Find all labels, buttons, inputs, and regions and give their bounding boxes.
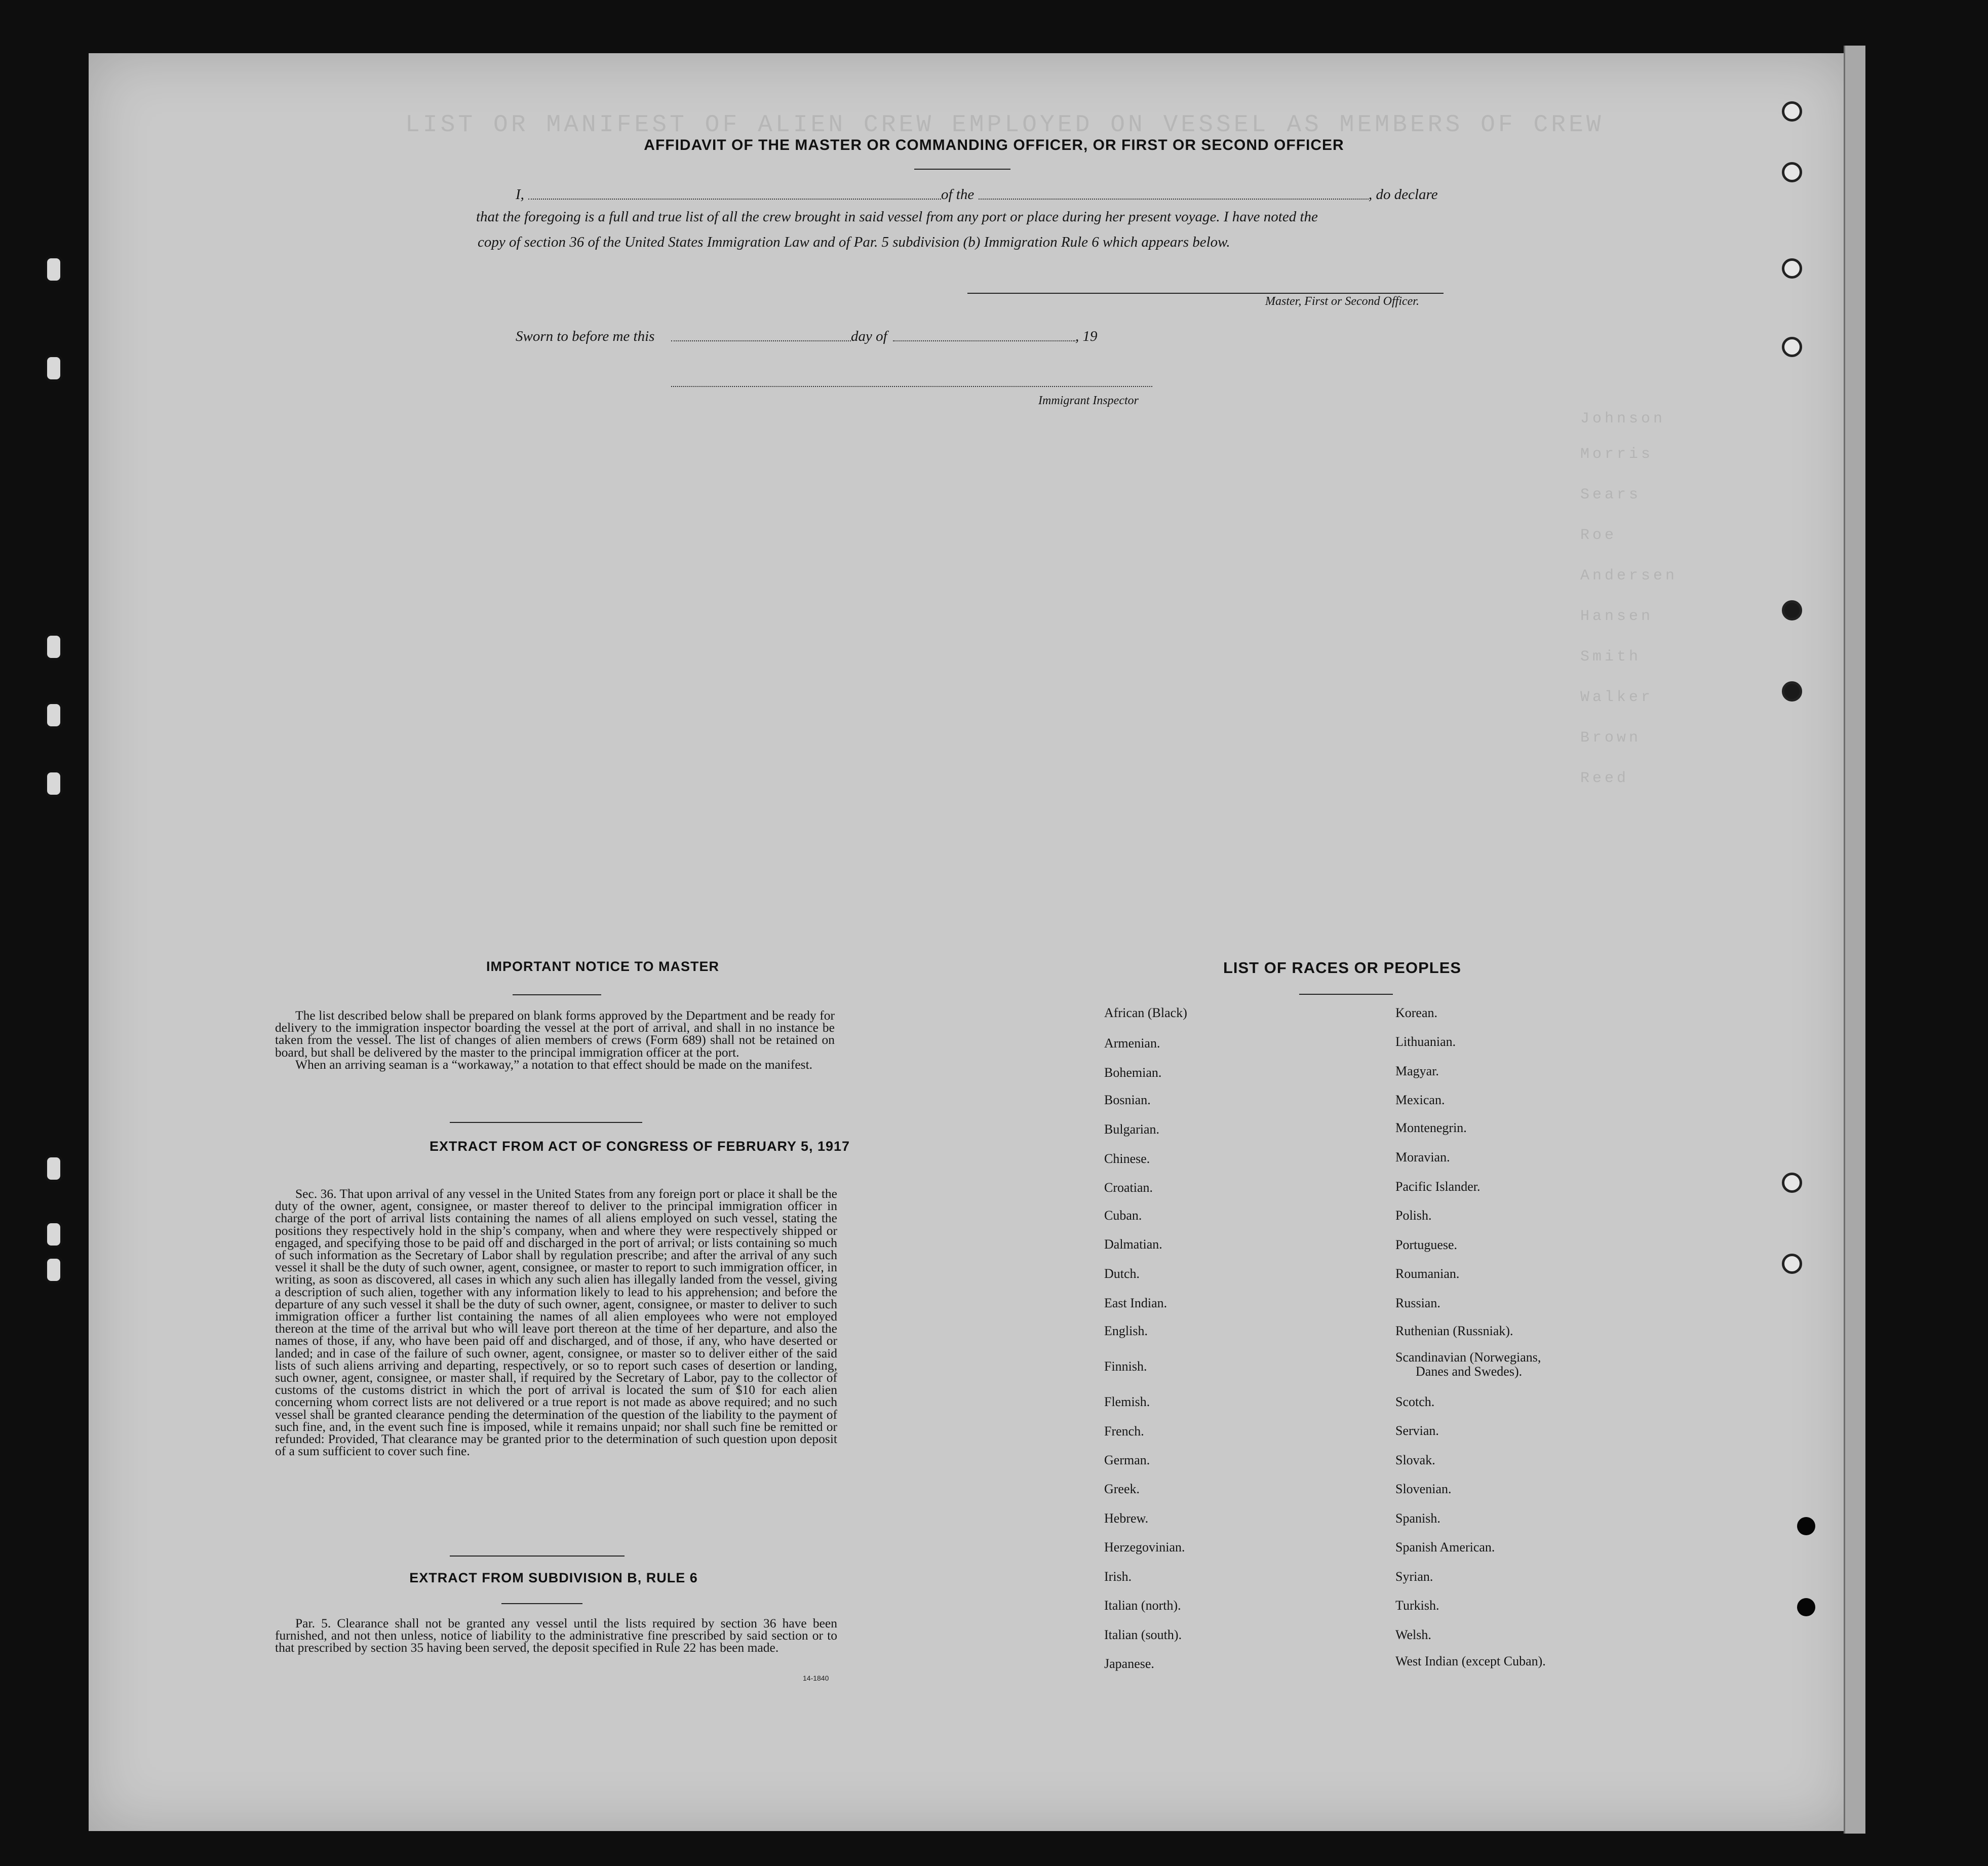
punch-dot — [1797, 1598, 1815, 1616]
race-item: Pacific Islander. — [1395, 1179, 1480, 1194]
race-item: Herzegovinian. — [1104, 1540, 1185, 1554]
year-label: , 19 — [1075, 328, 1098, 344]
race-item: English. — [1104, 1324, 1148, 1338]
race-item: Italian (south). — [1104, 1627, 1182, 1642]
page-edge — [1844, 46, 1865, 1834]
race-item: Slovak. — [1395, 1453, 1435, 1467]
punch-hole — [45, 355, 63, 382]
punch-dot — [1797, 1517, 1815, 1535]
race-item: Turkish. — [1395, 1598, 1439, 1613]
divider — [1299, 994, 1393, 995]
race-item-continuation: Danes and Swedes). — [1416, 1364, 1523, 1379]
race-item: Croatian. — [1104, 1180, 1153, 1195]
punch-hole — [45, 633, 63, 660]
race-item: Armenian. — [1104, 1036, 1160, 1051]
notice-para2: When an arriving seaman is a “workaway,” a notation to that effect should be made on the manifest. — [295, 1057, 813, 1072]
race-item: Finnish. — [1104, 1359, 1147, 1374]
race-item: Scotch. — [1395, 1394, 1435, 1409]
race-item: Magyar. — [1395, 1064, 1439, 1078]
form-number: 14-1840 — [803, 1674, 829, 1682]
race-item: Mexican. — [1395, 1093, 1445, 1107]
race-item: Irish. — [1104, 1569, 1132, 1584]
race-item: Moravian. — [1395, 1150, 1450, 1164]
act-text — [275, 1188, 837, 1457]
act-title: EXTRACT FROM ACT OF CONGRESS OF FEBRUARY 5, 1917 — [429, 1139, 850, 1154]
races-title: LIST OF RACES OR PEOPLES — [1223, 959, 1462, 977]
document-page — [89, 53, 1851, 1831]
punch-hole — [45, 256, 63, 283]
binder-ring-icon — [1782, 1254, 1802, 1274]
race-item: Welsh. — [1395, 1627, 1431, 1642]
inspector-signature-line[interactable] — [671, 386, 1152, 387]
race-item: Lithuanian. — [1395, 1034, 1456, 1049]
divider — [513, 994, 601, 995]
race-item: Slovenian. — [1395, 1482, 1452, 1496]
affidavit-line3: copy of section 36 of the United States Immigration Law and of Par. 5 subdivision (b) Immigration Rule 6 which appears below. — [478, 234, 1230, 250]
notice-title: IMPORTANT NOTICE TO MASTER — [486, 959, 719, 974]
race-item: Chinese. — [1104, 1151, 1150, 1166]
race-item: East Indian. — [1104, 1296, 1167, 1310]
race-item: West Indian (except Cuban). — [1395, 1654, 1546, 1668]
race-item: Roumanian. — [1395, 1266, 1460, 1281]
race-item: Hebrew. — [1104, 1511, 1149, 1526]
act-section-36: Sec. 36. That upon arrival of any vessel in the United States from any foreign port or place it shall be the duty of the owner, agent, consignee, or master thereof to deliver to the principal immigration officer in charge of the port of arrival lists containing the names of all aliens employed on such vessel, stating the positions they respectively hold in the ship’s company, when and where they were respectively shipped or engaged, and specifying those to be paid off and discharged in the port of arrival; or lists containing so much of such information as the Secretary of Labor shall by regulation prescribe; and after the arrival of any such vessel it shall be the duty of such owner, agent, consignee, or master to report to such immigration officer, in writing, as soon as discovered, all cases in which any such alien has illegally landed from the vessel, giving a description of such alien, together with any information likely to lead to his apprehension; and before the departure of any such vessel it shall be the duty of such owner, agent, consignee, or master to deliver to such immigration officer a further list containing the names of all alien employees who were not employed thereon at the time of the arrival but who will leave port thereon at the time of her departure, and also the names of those, if any, who have been paid off and discharged, and of those, if any, who have deserted or landed; and in case of the failure of such owner, agent, consignee, or master so to deliver either of the said lists of such aliens arriving and departing, respectively, or so to report such cases of desertion or landing, such owner, agent, consignee, or master shall, if required by the Secretary of Labor, pay to the collector of customs of the customs district in which the port of arrival is located the sum of $10 for each alien concerning whom correct lists are not delivered or a true report is not made as above required; and no such vessel shall be granted clearance pending the determination of the question of the liability to the payment of such fine, and, in the event such fine is imposed, while it remains unpaid; nor shall such fine be remitted or refunded: Provided, That clearance may be granted prior to the determination of such question upon deposit of a sum sufficient to cover such fine. — [275, 1186, 837, 1459]
race-item: Italian (north). — [1104, 1598, 1181, 1613]
rule-text — [275, 1617, 837, 1654]
binder-ring-icon — [1782, 600, 1802, 620]
notice-text — [275, 1009, 835, 1071]
race-item: Scandinavian (Norwegians, — [1395, 1350, 1541, 1365]
race-item: Cuban. — [1104, 1208, 1142, 1223]
affidavit-i-label: I, — [516, 186, 524, 203]
affidavit-of-label: of the — [941, 186, 974, 203]
master-signature-line[interactable] — [967, 293, 1444, 294]
notice-para1: The list described below shall be prepared on blank forms approved by the Department and be ready for delivery to the immigration inspector boarding the vessel at the port of arrival, and shall in no instance be taken from the vessel. The list of changes of alien members of crews (Form 689) shall not be retained on board, but shall be delivered by the master to the principal immigration officer at the port. — [275, 1008, 835, 1060]
sworn-label: Sworn to before me this — [516, 328, 655, 344]
rule-title-wrap — [275, 1570, 832, 1586]
race-item: Portuguese. — [1395, 1237, 1458, 1252]
punch-hole — [45, 702, 63, 729]
name-field-line[interactable] — [528, 199, 941, 200]
race-item: Servian. — [1395, 1423, 1439, 1438]
race-item: Dutch. — [1104, 1266, 1140, 1281]
punch-hole — [45, 1155, 63, 1182]
race-item: Greek. — [1104, 1482, 1140, 1496]
race-item: Korean. — [1395, 1005, 1438, 1020]
race-item: Polish. — [1395, 1208, 1432, 1223]
race-item: Syrian. — [1395, 1569, 1433, 1584]
race-item: Bohemian. — [1104, 1065, 1162, 1080]
binder-ring-icon — [1782, 681, 1802, 702]
race-item: Dalmatian. — [1104, 1237, 1162, 1252]
race-item: Japanese. — [1104, 1656, 1154, 1671]
race-item: Russian. — [1395, 1296, 1440, 1310]
day-of-label: day of — [851, 328, 887, 344]
divider — [914, 169, 1010, 170]
affidavit-line2: that the foregoing is a full and true list of all the crew brought in said vessel from any port or place during her present voyage. I have noted the — [476, 209, 1318, 225]
binder-ring-icon — [1782, 101, 1802, 122]
notice-title-wrap — [355, 959, 851, 975]
vessel-field-line[interactable] — [979, 199, 1369, 200]
divider — [501, 1603, 582, 1604]
sworn-day-field[interactable] — [671, 340, 851, 341]
master-label: Master, First or Second Officer. — [1265, 295, 1419, 308]
affidavit-title-wrap — [0, 137, 1988, 154]
rule-title: EXTRACT FROM SUBDIVISION B, RULE 6 — [409, 1570, 698, 1585]
race-item: Spanish American. — [1395, 1540, 1495, 1554]
races-title-wrap — [1165, 959, 1519, 977]
binder-ring-icon — [1782, 337, 1802, 357]
inspector-label: Immigrant Inspector — [1038, 394, 1139, 407]
race-item: Bosnian. — [1104, 1093, 1151, 1107]
sworn-month-field[interactable] — [893, 340, 1075, 341]
race-item: German. — [1104, 1453, 1150, 1467]
race-item: Spanish. — [1395, 1511, 1440, 1526]
race-item: African (Black) — [1104, 1005, 1187, 1020]
binder-ring-icon — [1782, 1173, 1802, 1193]
race-item: French. — [1104, 1424, 1144, 1439]
affidavit-declare-label: , do declare — [1369, 186, 1438, 203]
act-title-wrap — [275, 1139, 1004, 1154]
race-item: Montenegrin. — [1395, 1120, 1467, 1135]
rule-par-5: Par. 5. Clearance shall not be granted any vessel until the lists required by section 36 have been furnished, and not then unless, notice of liability to the administrative fine prescribed by said section or to that prescribed by section 35 having been served, the deposit specified in Rule 22 has been made. — [275, 1616, 837, 1655]
punch-hole — [45, 1256, 63, 1284]
punch-hole — [45, 770, 63, 797]
affidavit-title: AFFIDAVIT OF THE MASTER OR COMMANDING OFFICER, OR FIRST OR SECOND OFFICER — [644, 137, 1344, 153]
race-item: Flemish. — [1104, 1394, 1150, 1409]
divider — [450, 1556, 625, 1557]
punch-hole — [45, 1221, 63, 1248]
race-item: Ruthenian (Russniak). — [1395, 1324, 1513, 1338]
race-item: Bulgarian. — [1104, 1122, 1160, 1137]
divider — [450, 1122, 642, 1123]
binder-ring-icon — [1782, 258, 1802, 279]
binder-ring-icon — [1782, 162, 1802, 182]
